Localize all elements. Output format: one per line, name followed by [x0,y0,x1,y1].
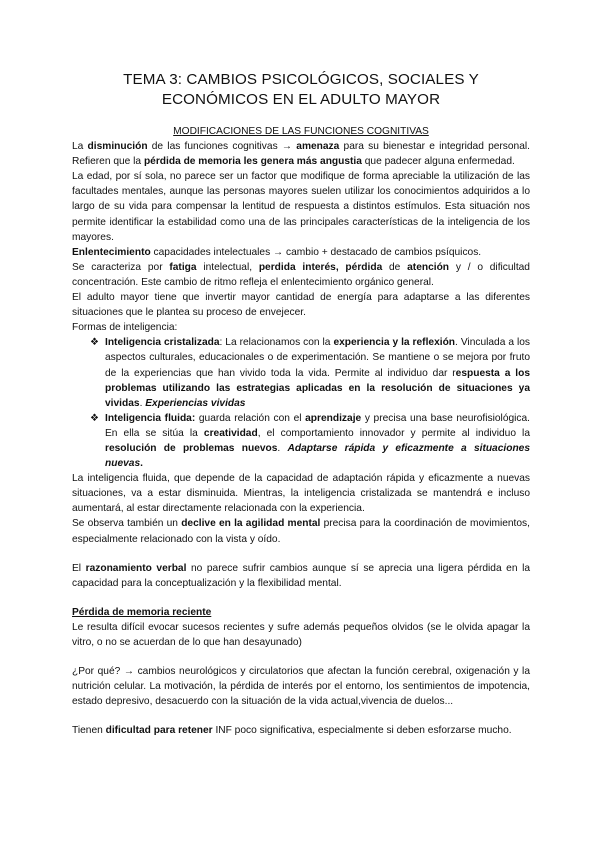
paragraph-age: La edad, por sí sola, no parece ser un factor que modifique de forma apreciable la utilización de las facultades mentales, aunque las personas mayores suelen utilizar los conocimientos adquiridos a lo largo de su vida para compensar la lentitud de respuesta a distintos estímulos. Esta situación nos permite identificar la estabilidad como una de las principales características de la inteligencia de los mayores. [72,171,530,243]
paragraph-verbal-reasoning: El razonamiento verbal no parece sufrir cambios aunque sí se aprecia una ligera pérdida en la capacidad para la conceptualización y la flexibilidad mental. [72,562,531,589]
list-item-fluid: ❖ Inteligencia fluida: guarda relación con el aprendizaje y precisa una base neurofisiológica. En ella se sitúa la creatividad, el comportamiento innovador y permite al individuo la resolución de problemas nuevos. Adaptarse rápida y eficazmente a situaciones nuevas. [90,412,530,470]
spacer [72,650,530,664]
intelligence-list [72,335,530,471]
paragraph-decline: La disminución de las funciones cognitivas → amenaza para su bienestar e integridad personal. Refieren que la pérdida de memoria les genera más angustia que padecer alguna enfermedad. [72,141,530,168]
paragraph-slowing: Enlentecimiento capacidades intelectuales → cambio + destacado de cambios psíquicos. [72,246,482,258]
paragraph-intelligence-forms: Formas de inteligencia: [72,322,178,334]
paragraph-fatigue: Se caracteriza por fatiga intelectual, perdida interés, pérdida de atención y / o dificultad concentración. Este cambio de ritmo refleja el enlentecimiento orgánico general. [72,261,530,288]
paragraph-why: ¿Por qué? → cambios neurológicos y circulatorios que afectan la función cerebral, oxigenación y la nutrición celular. La motivación, la pérdida de interés por el entorno, los sentimientos de impotencia, estado depresivo, desacuerdo con la situación de la vida actual,vivencia de duelos... [72,666,530,708]
spacer [72,547,530,561]
section-heading-cognitive: MODIFICACIONES DE LAS FUNCIONES COGNITIVAS [173,126,429,137]
paragraph-retention: Tienen dificultad para retener INF poco significativa, especialmente si deben esforzarse mucho. [72,725,512,737]
paragraph-recent-memory: Le resulta difícil evocar sucesos recientes y sufre además pequeños olvidos (se le olvida apagar la vitro, o no se acuerdan de lo que han desayunado) [72,621,530,648]
document-page [72,70,530,738]
page-title [72,70,530,110]
paragraph-mental-agility: Se observa también un declive en la agilidad mental precisa para la coordinación de movimientos, especialmente relacionado con la vista y oído. [72,518,530,545]
diamond-bullet-icon: ❖ [90,337,99,349]
paragraph-energy: El adulto mayor tiene que invertir mayor cantidad de energía para adaptarse a las diferentes situaciones que le plantea su proceso de envejecer. [72,292,530,319]
diamond-bullet-icon: ❖ [90,412,99,424]
section-heading-memory: Pérdida de memoria reciente [72,606,212,618]
spacer [72,591,530,605]
page-title-line-2: ECONÓMICOS EN EL ADULTO MAYOR [161,91,441,108]
list-item-crystallized: ❖ Inteligencia cristalizada: La relacionamos con la experiencia y la reflexión. Vinculada a los aspectos culturales, educacionales o de experimentación. Se mantiene o se mejora por fruto de la experiencias que han vivido toda la vida. Permite al individuo dar respuesta a los problemas utilizando las estrategias aplicadas en la resolución de situaciones ya vividas. Experiencias vividas [90,337,531,409]
paragraph-fluid-decline: La inteligencia fluida, que depende de la capacidad de adaptación rápida y eficazmente a nuevas situaciones, va a estar disminuida. Mientras, la inteligencia cristalizada se mantendrá e incluso aumentará, al estar directamente relacionada con la experiencia. [72,473,530,515]
spacer [72,709,530,723]
page-title-line-1: TEMA 3: CAMBIOS PSICOLÓGICOS, SOCIALES Y [123,71,479,88]
